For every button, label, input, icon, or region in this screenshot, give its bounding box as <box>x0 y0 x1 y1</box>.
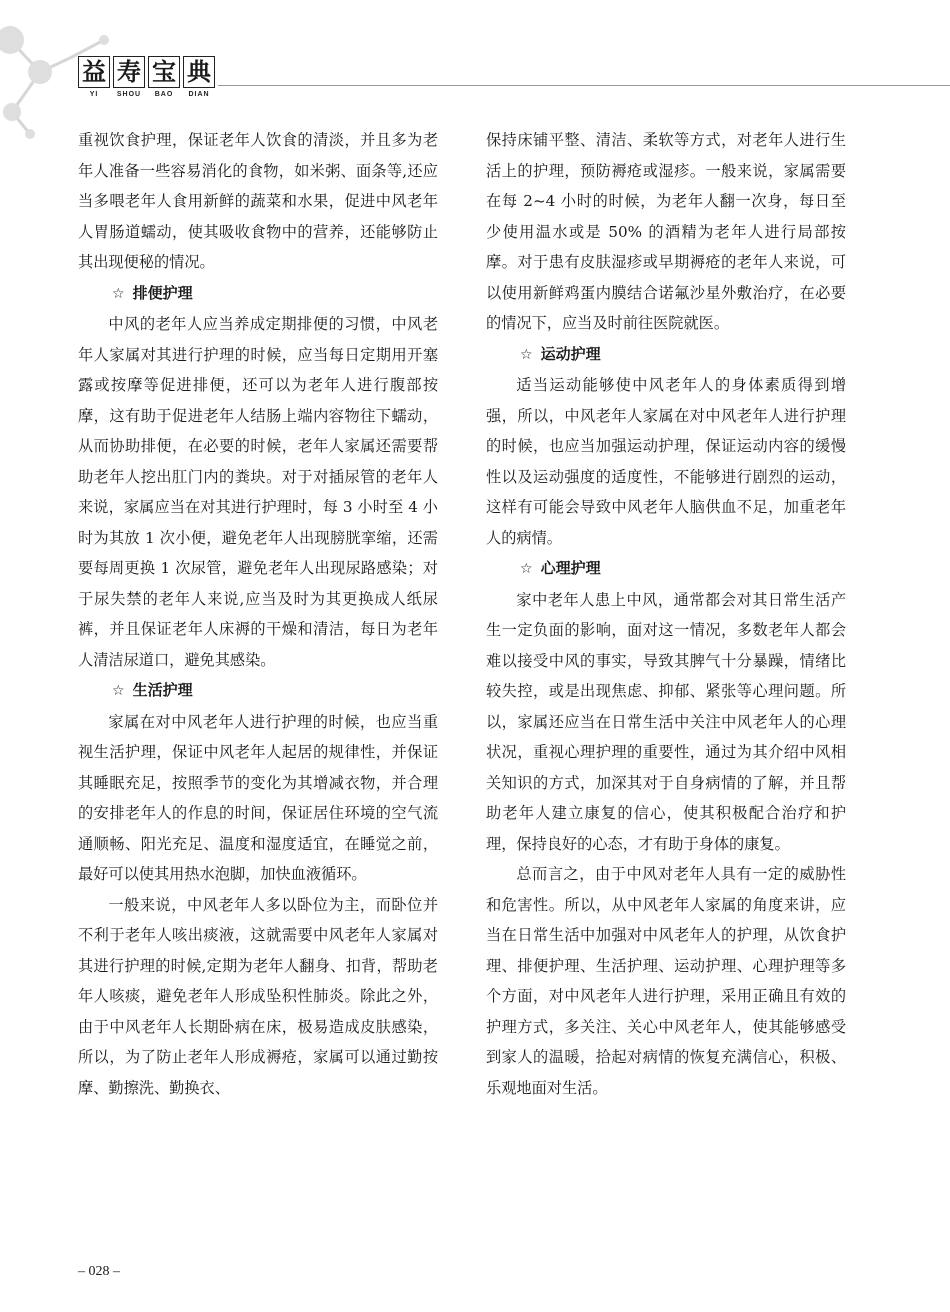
paragraph-continue: 保持床铺平整、清洁、柔软等方式，对老年人进行生活上的护理，预防褥疮或湿疹。一般来说，家属需要在每 2~4 小时的时候，为老年人翻一次身，每日至少使用温水或是 50% 的酒精为老年人进行局部按摩。对于患有皮肤湿疹或早期褥疮的老年人来说，可以使用新鲜鸡蛋内膜结合诺氟沙星外敷治疗，在必要的情况下，应当及时前往医院就医。 <box>486 131 846 332</box>
heading-text: 运动护理 <box>540 344 601 363</box>
pinyin-syllable: YI <box>89 91 99 98</box>
logo-char: 寿 <box>113 56 145 88</box>
paragraph-life: 家属在对中风老年人进行护理的时候，也应当重视生活护理，保证中风老年人起居的规律性，并保证其睡眠充足，按照季节的变化为其增减衣物，并合理的安排老年人的作息的时间，保证居住环境的空气流通顺畅、阳光充足、温度和湿度适宜，在睡觉之前，最好可以使其用热水泡脚，加快血液循环。 <box>78 712 438 883</box>
paragraph-exercise: 适当运动能够使中风老年人的身体素质得到增强，所以，中风老年人家属在对中风老年人进行护理的时候，也应当加强运动护理，保证运动内容的缓慢性以及运动强度的适度性，不能够进行剧烈的运动，这样有可能会导致中风老年人脑供血不足，加重老年人的病情。 <box>486 376 846 547</box>
logo-pinyin <box>78 91 215 98</box>
paragraph-bedridden: 一般来说，中风老年人多以卧位为主，而卧位并不利于老年人咳出痰液，这就需要中风老年人家属对其进行护理的时候,定期为老年人翻身、扣背，帮助老年人咳痰，避免老年人形成坠积性肺炎。除此之外，由于中风老年人长期卧病在床，极易造成皮肤感染，所以，为了防止老年人形成褥疮，家属可以通过勤按摩、勤擦洗、勤换衣、 <box>78 895 438 1097</box>
pinyin-syllable: DIAN <box>188 91 210 98</box>
section-heading-defecation <box>78 278 438 310</box>
paragraph-intro: 重视饮食护理，保证老年人饮食的清淡，并且多为老年人准备一些容易消化的食物，如米粥、面条等,还应当多喂老年人食用新鲜的蔬菜和水果，促进中风老年人胃肠道蠕动，使其吸收食物中的营养，还能够防止其出现便秘的情况。 <box>78 131 438 271</box>
section-heading-life <box>78 675 438 707</box>
right-column <box>486 125 846 1103</box>
heading-text: 排便护理 <box>132 283 193 302</box>
star-icon: ☆ <box>112 285 125 302</box>
section-heading-exercise <box>486 339 846 371</box>
page-number: – 028 – <box>78 1264 120 1279</box>
paragraph-summary: 总而言之，由于中风对老年人具有一定的威胁性和危害性。所以，从中风老年人家属的角度来讲，应当在日常生活中加强对中风老年人的护理，从饮食护理、排便护理、生活护理、运动护理、心理护理等多个方面，对中风老年人进行护理，采用正确且有效的护理方式，多关注、关心中风老年人，使其能够感受到家人的温暖，拾起对病情的恢复充满信心，积极、乐观地面对生活。 <box>486 865 846 1097</box>
pinyin-syllable: SHOU <box>116 91 142 98</box>
heading-text: 生活护理 <box>132 681 193 699</box>
star-icon: ☆ <box>112 683 125 699</box>
magazine-logo <box>78 56 215 88</box>
paragraph-defecation: 中风的老年人应当养成定期排便的习惯，中风老年人家属对其进行护理的时候，应当每日定期用开塞露或按摩等促进排便，还可以为老年人进行腹部按摩，这有助于促进老年人结肠上端内容物往下蠕动，从而协助排便，在必要的时候，老年人家属还需要帮助老年人挖出肛门内的粪块。对于对插尿管的老年人来说，家属应当在对其进行护理时，每 3 小时至 4 小时为其放 1 次小便，避免老年人出现膀胱挛缩，还需要每周更换 1 次尿管，避免老年人出现尿路感染；对于尿失禁的老年人来说,应当及时为其更换成人纸尿裤，并且保证老年人床褥的干燥和清洁，每日为老年人清洁尿道口，避免其感染。 <box>78 315 438 669</box>
section-heading-psych <box>486 553 846 585</box>
logo-char: 宝 <box>148 56 180 88</box>
header-rule <box>218 85 950 86</box>
magazine-header <box>78 56 215 98</box>
paragraph-psych: 家中老年人患上中风，通常都会对其日常生活产生一定负面的影响，面对这一情况，多数老年人都会难以接受中风的事实，导致其脾气十分暴躁，情绪比较失控，或是出现焦虑、抑郁、紧张等心理问题。所以，家属还应当在日常生活中关注中风老年人的心理状况，重视心理护理的重要性，通过为其介绍中风相关知识的方式，加深其对于自身病情的了解，并且帮助老年人建立康复的信心，使其积极配合治疗和护理，保持良好的心态，才有助于身体的康复。 <box>486 590 846 853</box>
left-column <box>78 125 438 1103</box>
logo-char: 益 <box>78 56 110 88</box>
logo-char: 典 <box>183 56 215 88</box>
heading-text: 心理护理 <box>540 559 601 577</box>
star-icon: ☆ <box>520 346 533 363</box>
star-icon: ☆ <box>520 561 533 577</box>
pinyin-syllable: BAO <box>154 91 174 98</box>
